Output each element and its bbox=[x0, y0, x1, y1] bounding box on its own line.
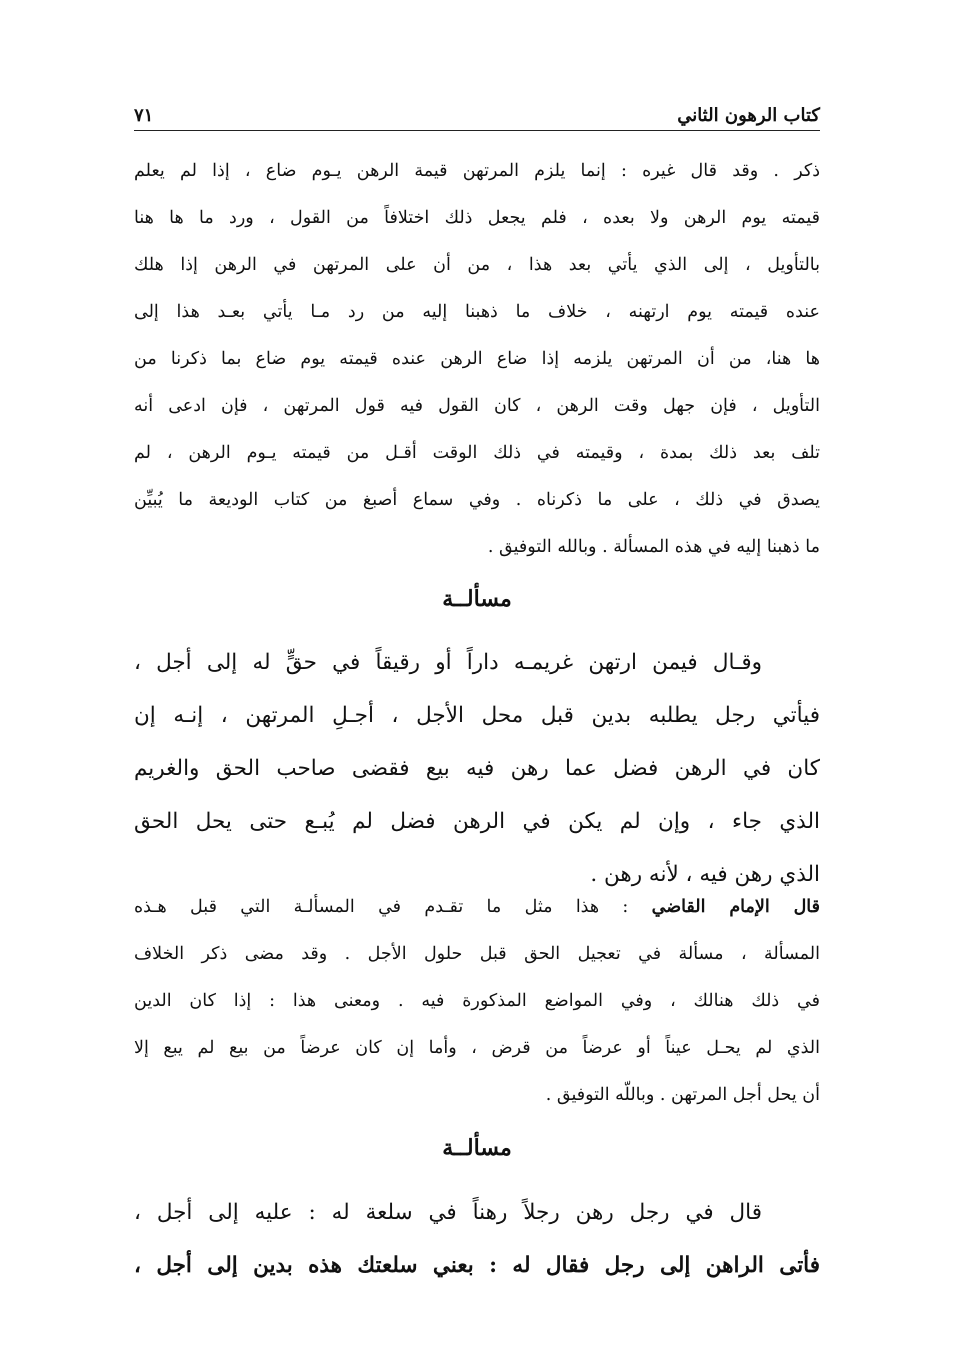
text-line: الذي رهن فيه ، لأنه رهن . bbox=[590, 862, 820, 887]
text-line: فأتى الراهن إلى رجل فقال له : بعني سلعتك هذه بدين إلى أجل ، bbox=[134, 1253, 820, 1278]
paragraph-matn-1 bbox=[134, 636, 820, 901]
commentator-label: قال الإمام القاضي bbox=[651, 897, 820, 917]
section-heading: مسألــة bbox=[442, 586, 512, 612]
text-line: المسألة ، مسألة في تعجيل الحق قبل حلول الأجل . وقد مضى ذكر الخلاف bbox=[134, 944, 820, 964]
paragraph-commentary-continued bbox=[134, 148, 820, 571]
text-line: ما ذهبنا إليه في هذه المسألة . وبالله التوفيق . bbox=[487, 537, 820, 557]
header-divider bbox=[134, 130, 820, 131]
text-line: وقـال فيمن ارتهن غريمـه داراً أو رقيقاً في حقٍّ له إلى أجل ، bbox=[134, 650, 762, 675]
text-line: قيمته يوم الرهن ولا بعده ، فلم يجعل ذلك اختلافاً من القول ، ورد ما ها هنا bbox=[134, 208, 820, 228]
text-span: : هذا مثل ما تقـدم في المسألـة التي قبل هـذه bbox=[134, 897, 652, 917]
text-line: ذكر . وقد قال غيره : إنما يلزم المرتهن قيمة الرهن يـوم ضاع ، إذا لم يعلم bbox=[134, 161, 820, 181]
text-line: كان في الرهن فضل عما رهن فيه بيع فقضى صاحب الحق والغريم bbox=[134, 756, 820, 781]
page-number: ٧١ bbox=[134, 105, 154, 126]
text-line: بالتأويل ، إلى الذي يأتي بعد هذا ، من أن على المرتهن في الرهن إذا هلك bbox=[134, 255, 820, 275]
running-header bbox=[134, 92, 820, 126]
text-line bbox=[134, 884, 820, 931]
text-line: في ذلك هنالك ، وفي المواضع المذكورة فيه . ومعنى هذا : إذا كان الدين bbox=[134, 991, 820, 1011]
section-heading: مسألــة bbox=[442, 1135, 512, 1161]
text-line: الذي جاء ، وإن لم يكن في الرهن فضل لم يُبـع حتى يحل الحق bbox=[134, 809, 820, 834]
text-line: قال في رجل رهن رجلاً رهناً في سلعة له : عليه إلى أجل ، bbox=[134, 1200, 762, 1225]
text-line: الذي لم يحـل عيناً أو عرضاً من قرض ، وأما إن كان عرضاً من بيع لم يبع إلا bbox=[134, 1038, 820, 1058]
text-line: عنده قيمته يوم ارتهنه ، خلاف ما ذهبنا إليه من رد مـا يأتي بعـد هذا إلى bbox=[134, 302, 820, 322]
text-line: تلف بعد ذلك بمدة ، وقيمته في ذلك الوقت أقـل من قيمته يـوم الرهن ، لم bbox=[134, 443, 820, 463]
book-title: كتاب الرهون الثاني bbox=[677, 105, 820, 126]
paragraph-matn-2 bbox=[134, 1186, 820, 1292]
text-line: التأويل ، فإن جهل وقت الرهن ، كان القول فيه قول المرتهن ، فإن ادعى أنه bbox=[134, 396, 820, 416]
text-line: يصدق في ذلك ، على ما ذكرناه . وفي سماع أصبغ من كتاب الوديعة ما يُبيِّن bbox=[134, 490, 820, 510]
text-line: ها هنا، من أن المرتهن يلزمه إذا ضاع الرهن عنده قيمته يوم ضاع بما ذكرنا من bbox=[134, 349, 820, 369]
text-line: أن يحل أجل المرتهن . وباللّه التوفيق . bbox=[545, 1085, 820, 1105]
text-line: فيأتي رجل يطلبه بدين قبل محل الأجل ، أجـلِ المرتهن ، إنـه إن bbox=[134, 703, 820, 728]
paragraph-commentary-2 bbox=[134, 884, 820, 1119]
